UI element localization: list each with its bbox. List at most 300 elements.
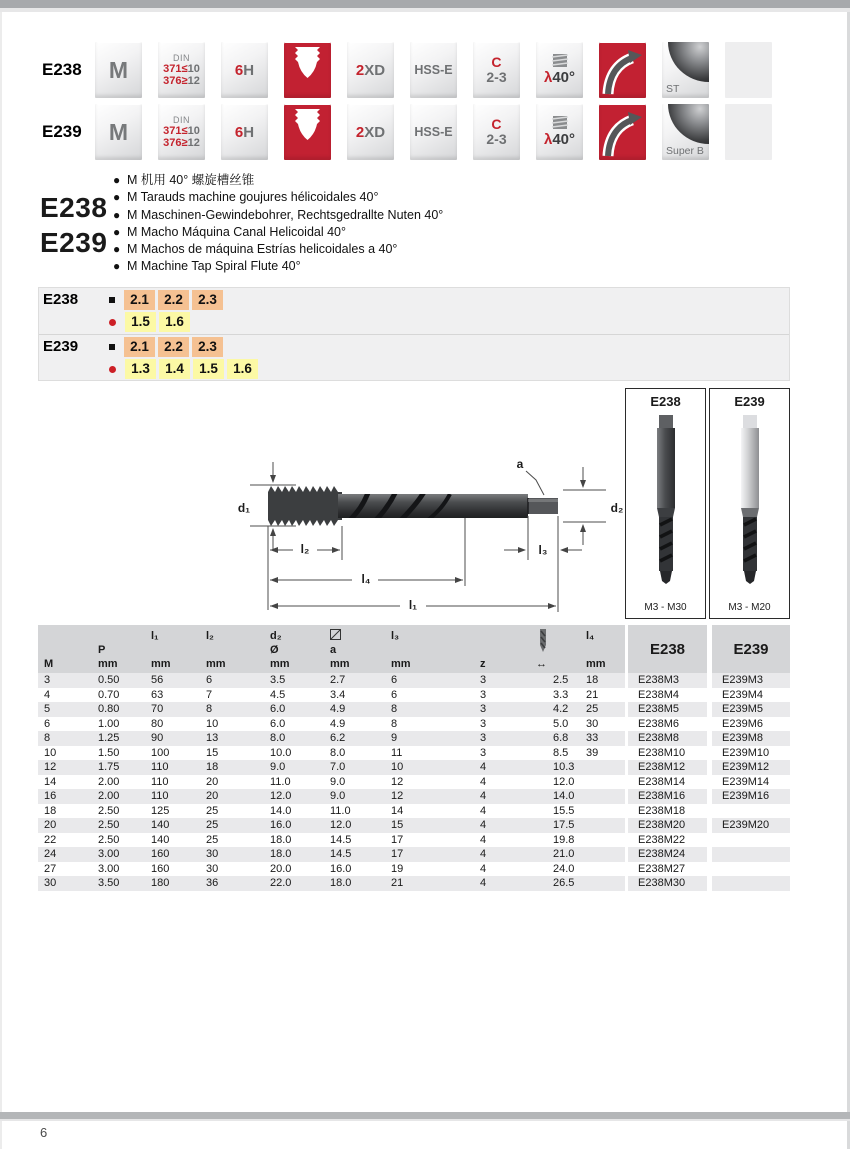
- size-chip: 1.6: [227, 359, 258, 379]
- table-cell: 18.0: [324, 876, 385, 891]
- bullet-icon: ●: [113, 190, 121, 205]
- table-cell: [582, 876, 625, 891]
- table-row: [38, 862, 790, 877]
- table-cell: 160: [145, 862, 200, 877]
- helix-angle-badge: λ40°: [536, 104, 583, 160]
- table-cell: 19.8: [511, 833, 582, 848]
- table-cell: E239M14: [712, 775, 790, 790]
- chamfer-badge: C 2-3: [473, 104, 520, 160]
- col-header-e238: E238: [628, 625, 707, 674]
- size-chip: 1.5: [193, 359, 224, 379]
- table-cell: 2.50: [92, 804, 145, 819]
- table-cell: 14.0: [511, 789, 582, 804]
- table-cell: 21: [582, 688, 625, 703]
- table-cell: 20: [200, 789, 264, 804]
- bullet-icon: ●: [113, 207, 121, 222]
- table-cell: 25: [200, 818, 264, 833]
- size-chip: 2.3: [192, 290, 223, 310]
- table-cell: 8.0: [264, 731, 324, 746]
- table-cell: 0.80: [92, 702, 145, 717]
- size-chip: 1.3: [125, 359, 156, 379]
- table-cell: E238M10: [628, 746, 707, 761]
- table-row: [38, 818, 790, 833]
- table-cell: E238M4: [628, 688, 707, 703]
- table-cell: 140: [145, 818, 200, 833]
- col-header-drill: ↔: [511, 625, 582, 674]
- table-cell: E239M3: [712, 673, 790, 688]
- table-cell: 25: [200, 804, 264, 819]
- size-chip: 2.2: [158, 290, 189, 310]
- table-cell: 10: [385, 760, 440, 775]
- table-cell: 25: [582, 702, 625, 717]
- table-cell: E239M20: [712, 818, 790, 833]
- table-cell: E238M30: [628, 876, 707, 891]
- tap-photo-e238: [644, 413, 688, 585]
- table-cell: 12.0: [511, 775, 582, 790]
- table-cell: [712, 804, 790, 819]
- table-cell: 4.9: [324, 702, 385, 717]
- table-cell: 30: [582, 717, 625, 732]
- table-cell: 30: [38, 876, 92, 891]
- size-chip: 2.2: [158, 337, 189, 357]
- table-cell: 6: [385, 688, 440, 703]
- table-cell: 12: [385, 775, 440, 790]
- table-cell: 15: [200, 746, 264, 761]
- table-cell: 3: [440, 688, 511, 703]
- table-row: [38, 717, 790, 732]
- size-chip: 2.3: [192, 337, 223, 357]
- table-cell: 4: [440, 818, 511, 833]
- page-top-strip: [0, 8, 850, 12]
- table-cell: 33: [582, 731, 625, 746]
- table-cell: 110: [145, 775, 200, 790]
- table-cell: 11.0: [264, 775, 324, 790]
- product-photo-e239: E239 M3 - M20: [709, 388, 790, 619]
- table-cell: E239M6: [712, 717, 790, 732]
- footer-bar: [0, 1112, 850, 1121]
- table-cell: 125: [145, 804, 200, 819]
- table-cell: E239M10: [712, 746, 790, 761]
- thread-depth-badge: 2XD: [347, 42, 394, 98]
- table-cell: 4: [440, 847, 511, 862]
- table-cell: 26.5: [511, 876, 582, 891]
- table-cell: 15: [385, 818, 440, 833]
- badge-strip: [95, 42, 772, 98]
- table-row: [38, 688, 790, 703]
- label-d2: d₂: [610, 501, 624, 515]
- table-cell: 9.0: [324, 775, 385, 790]
- table-cell: [712, 847, 790, 862]
- table-cell: E239M4: [712, 688, 790, 703]
- table-cell: [582, 775, 625, 790]
- table-cell: E238M14: [628, 775, 707, 790]
- col-header-l3: l₃ mm: [385, 625, 440, 674]
- table-cell: 4: [440, 775, 511, 790]
- table-cell: 9.0: [264, 760, 324, 775]
- table-cell: E238M16: [628, 789, 707, 804]
- spec-table-header: [38, 625, 790, 673]
- table-cell: E238M27: [628, 862, 707, 877]
- table-cell: 4: [440, 862, 511, 877]
- table-cell: E239M8: [712, 731, 790, 746]
- table-cell: 16.0: [324, 862, 385, 877]
- col-header-p: P mm: [92, 625, 145, 674]
- table-cell: E238M20: [628, 818, 707, 833]
- thread-type-badge: M: [95, 104, 142, 160]
- page-top-bar: [0, 0, 850, 8]
- size-chip: 2.1: [124, 290, 155, 310]
- surface-badge: Super B: [662, 104, 709, 160]
- table-cell: 8: [385, 702, 440, 717]
- blank-badge: [725, 42, 772, 98]
- table-cell: 20: [38, 818, 92, 833]
- table-cell: 22.0: [264, 876, 324, 891]
- description-item: ● M Machine Tap Spiral Flute 40°: [113, 258, 443, 275]
- product-code-e238: E238: [40, 192, 108, 223]
- table-cell: E239M16: [712, 789, 790, 804]
- surface-sphere-icon: [668, 104, 709, 144]
- table-cell: 3.00: [92, 847, 145, 862]
- table-cell: 18: [582, 673, 625, 688]
- table-cell: 6.2: [324, 731, 385, 746]
- description-item: ● M Maschinen-Gewindebohrer, Rechtsgedrallte Nuten 40°: [113, 207, 443, 224]
- table-cell: 8: [38, 731, 92, 746]
- table-cell: 90: [145, 731, 200, 746]
- table-cell: 2.50: [92, 818, 145, 833]
- tolerance-badge: 6H: [221, 104, 268, 160]
- col-header-a: a mm: [324, 625, 385, 674]
- table-cell: 14: [385, 804, 440, 819]
- table-cell: 12: [385, 789, 440, 804]
- table-row: [38, 804, 790, 819]
- spec-table: [38, 625, 790, 891]
- table-cell: 1.25: [92, 731, 145, 746]
- table-cell: 4: [440, 833, 511, 848]
- table-cell: 7: [200, 688, 264, 703]
- table-cell: 13: [200, 731, 264, 746]
- table-cell: 24.0: [511, 862, 582, 877]
- table-cell: 4.9: [324, 717, 385, 732]
- col-header-m: M: [38, 625, 92, 674]
- table-cell: 160: [145, 847, 200, 862]
- badge-row-e239: [0, 104, 850, 160]
- material-badge: HSS-E: [410, 42, 457, 98]
- table-cell: 16.0: [264, 818, 324, 833]
- table-cell: 8.5: [511, 746, 582, 761]
- spec-table-body: [38, 673, 790, 891]
- description-item: ● M Machos de máquina Estrías helicoidales a 40°: [113, 241, 443, 258]
- table-cell: 110: [145, 789, 200, 804]
- table-cell: 18: [200, 760, 264, 775]
- label-l4: l₄: [361, 572, 371, 586]
- blind-hole-flute-icon: [284, 104, 331, 160]
- table-cell: 16: [38, 789, 92, 804]
- table-cell: E238M6: [628, 717, 707, 732]
- page-number: 6: [40, 1125, 48, 1140]
- table-cell: 14.0: [264, 804, 324, 819]
- din-standard-badge: DIN 371≤10 376≥12: [158, 104, 205, 160]
- table-row: [38, 876, 790, 891]
- table-cell: [582, 760, 625, 775]
- table-cell: 9: [385, 731, 440, 746]
- size-chip: 1.5: [125, 312, 156, 332]
- size-group-e239: E239 2.1 2.2 2.3 1.3 1.4 1.5 1.6: [39, 334, 789, 380]
- table-cell: 24: [38, 847, 92, 862]
- surface-sphere-icon: [668, 42, 709, 82]
- badge-row-code: E239: [42, 122, 82, 141]
- badge-row-code: E238: [42, 60, 82, 79]
- table-row: [38, 789, 790, 804]
- description-item: ● M Tarauds machine goujures hélicoidales 40°: [113, 189, 443, 206]
- table-cell: 10.3: [511, 760, 582, 775]
- table-cell: 9.0: [324, 789, 385, 804]
- table-cell: 3.4: [324, 688, 385, 703]
- table-cell: 3: [440, 731, 511, 746]
- table-cell: 30: [200, 847, 264, 862]
- description-item: ● M Macho Máquina Canal Helicoidal 40°: [113, 224, 443, 241]
- table-cell: 2.00: [92, 775, 145, 790]
- table-cell: 3.50: [92, 876, 145, 891]
- table-cell: 19: [385, 862, 440, 877]
- label-l3: l₃: [538, 543, 548, 557]
- dimension-diagram: [230, 420, 630, 625]
- bullet-icon: ●: [113, 242, 121, 257]
- table-cell: 70: [145, 702, 200, 717]
- table-cell: E238M22: [628, 833, 707, 848]
- product-photo-e238: E238 M3 - M30: [625, 388, 706, 619]
- table-cell: 15.5: [511, 804, 582, 819]
- tap-thread: [268, 486, 342, 526]
- table-cell: 1.50: [92, 746, 145, 761]
- table-cell: [712, 876, 790, 891]
- table-cell: E238M8: [628, 731, 707, 746]
- table-cell: 27: [38, 862, 92, 877]
- table-cell: 4: [440, 789, 511, 804]
- table-cell: [582, 804, 625, 819]
- table-cell: 2.7: [324, 673, 385, 688]
- table-cell: 4: [440, 876, 511, 891]
- table-cell: 5: [38, 702, 92, 717]
- table-cell: 2.5: [511, 673, 582, 688]
- square-drive-icon: [330, 629, 341, 640]
- table-cell: 14: [38, 775, 92, 790]
- table-cell: 14.5: [324, 847, 385, 862]
- thread-icon: [549, 116, 571, 131]
- product-code-e239: E239: [40, 227, 108, 258]
- size-line: [39, 289, 789, 311]
- table-cell: 2.50: [92, 833, 145, 848]
- product-codes: [40, 190, 107, 260]
- table-cell: 22: [38, 833, 92, 848]
- table-cell: 6.0: [264, 702, 324, 717]
- spiral-flute-icon: [599, 104, 646, 160]
- surface-badge: ST: [662, 42, 709, 98]
- blank-badge: [725, 104, 772, 160]
- table-row: [38, 760, 790, 775]
- table-cell: 12.0: [324, 818, 385, 833]
- table-cell: [582, 833, 625, 848]
- table-cell: 20.0: [264, 862, 324, 877]
- label-d1: d₁: [237, 501, 251, 515]
- table-cell: 17: [385, 847, 440, 862]
- table-cell: 56: [145, 673, 200, 688]
- col-header-d2: d₂ Ø mm: [264, 625, 324, 674]
- table-cell: 4: [38, 688, 92, 703]
- table-cell: 140: [145, 833, 200, 848]
- table-cell: 25: [200, 833, 264, 848]
- table-cell: 4.5: [264, 688, 324, 703]
- table-cell: 1.75: [92, 760, 145, 775]
- table-cell: 21: [385, 876, 440, 891]
- table-cell: 180: [145, 876, 200, 891]
- table-cell: [582, 789, 625, 804]
- page-left-edge: [0, 12, 2, 1149]
- blind-hole-flute-icon: [284, 42, 331, 98]
- table-cell: E239M5: [712, 702, 790, 717]
- material-badge: HSS-E: [410, 104, 457, 160]
- table-cell: 4: [440, 760, 511, 775]
- table-cell: 7.0: [324, 760, 385, 775]
- table-cell: 3: [440, 673, 511, 688]
- table-cell: 21.0: [511, 847, 582, 862]
- table-cell: E238M12: [628, 760, 707, 775]
- table-cell: E238M18: [628, 804, 707, 819]
- table-cell: 6.0: [264, 717, 324, 732]
- size-chip: 1.4: [159, 359, 190, 379]
- table-cell: 12: [38, 760, 92, 775]
- table-row: [38, 746, 790, 761]
- table-cell: 36: [200, 876, 264, 891]
- table-row: [38, 775, 790, 790]
- dot-marker-icon: [109, 319, 116, 326]
- size-availability-block: [38, 287, 790, 381]
- table-cell: [712, 862, 790, 877]
- table-cell: 8.0: [324, 746, 385, 761]
- table-cell: 6: [38, 717, 92, 732]
- table-cell: E239M12: [712, 760, 790, 775]
- table-cell: 18.0: [264, 833, 324, 848]
- col-header-z: z: [440, 625, 511, 674]
- tolerance-badge: 6H: [221, 42, 268, 98]
- table-cell: 4: [440, 804, 511, 819]
- size-group-e238: E238 2.1 2.2 2.3 1.5 1.6: [39, 288, 789, 334]
- table-row: [38, 847, 790, 862]
- spiral-flute-icon: [599, 42, 646, 98]
- helix-angle-badge: λ40°: [536, 42, 583, 98]
- table-cell: 10.0: [264, 746, 324, 761]
- col-header-e239: E239: [712, 625, 790, 674]
- table-cell: 3: [440, 746, 511, 761]
- table-cell: 10: [38, 746, 92, 761]
- table-cell: [582, 818, 625, 833]
- dot-marker-icon: [109, 366, 116, 373]
- table-cell: 100: [145, 746, 200, 761]
- size-line: [39, 336, 789, 358]
- table-cell: [712, 833, 790, 848]
- din-standard-badge: DIN 371≤10 376≥12: [158, 42, 205, 98]
- table-cell: 12.0: [264, 789, 324, 804]
- table-cell: 8: [200, 702, 264, 717]
- description-item: ● M 机用 40° 螺旋槽丝锥: [113, 172, 443, 189]
- table-cell: 110: [145, 760, 200, 775]
- badge-strip: [95, 104, 772, 160]
- table-cell: E238M3: [628, 673, 707, 688]
- label-l1: l₁: [408, 598, 418, 612]
- badge-row-e238: [0, 42, 850, 98]
- table-cell: 3: [38, 673, 92, 688]
- size-chip: 2.1: [124, 337, 155, 357]
- col-header-l2: l₂ mm: [200, 625, 264, 674]
- table-cell: 18: [38, 804, 92, 819]
- label-a: a: [516, 457, 524, 471]
- size-chip: 1.6: [159, 312, 190, 332]
- table-cell: 17.5: [511, 818, 582, 833]
- table-cell: 63: [145, 688, 200, 703]
- table-row: [38, 673, 790, 688]
- table-cell: 8: [385, 717, 440, 732]
- chamfer-badge: C 2-3: [473, 42, 520, 98]
- table-cell: 3: [440, 717, 511, 732]
- label-l2: l₂: [300, 542, 310, 556]
- table-cell: 3.5: [264, 673, 324, 688]
- square-marker-icon: [109, 297, 115, 303]
- table-cell: 4.2: [511, 702, 582, 717]
- table-cell: 1.00: [92, 717, 145, 732]
- table-cell: E238M24: [628, 847, 707, 862]
- bullet-icon: ●: [113, 173, 121, 187]
- table-cell: E238M5: [628, 702, 707, 717]
- table-cell: 0.50: [92, 673, 145, 688]
- table-cell: 20: [200, 775, 264, 790]
- table-cell: 6: [385, 673, 440, 688]
- size-line: [39, 311, 789, 333]
- table-row: [38, 833, 790, 848]
- size-line: [39, 358, 789, 380]
- table-cell: 3.00: [92, 862, 145, 877]
- table-cell: 0.70: [92, 688, 145, 703]
- table-row: [38, 702, 790, 717]
- col-header-l1: l₁ mm: [145, 625, 200, 674]
- thread-icon: [549, 54, 571, 69]
- thread-depth-badge: 2XD: [347, 104, 394, 160]
- table-cell: 30: [200, 862, 264, 877]
- table-cell: 39: [582, 746, 625, 761]
- table-cell: [582, 847, 625, 862]
- bullet-icon: ●: [113, 259, 121, 274]
- col-header-l4: l₄ mm: [582, 625, 625, 674]
- table-cell: 11.0: [324, 804, 385, 819]
- table-cell: [582, 862, 625, 877]
- bullet-icon: ●: [113, 224, 121, 239]
- table-cell: 6: [200, 673, 264, 688]
- table-cell: 3.3: [511, 688, 582, 703]
- table-cell: 18.0: [264, 847, 324, 862]
- table-cell: 11: [385, 746, 440, 761]
- table-cell: 5.0: [511, 717, 582, 732]
- table-cell: 17: [385, 833, 440, 848]
- table-cell: 2.00: [92, 789, 145, 804]
- table-cell: 80: [145, 717, 200, 732]
- table-cell: 3: [440, 702, 511, 717]
- thread-type-badge: M: [95, 42, 142, 98]
- description-list: [113, 172, 443, 276]
- table-row: [38, 731, 790, 746]
- square-marker-icon: [109, 344, 115, 350]
- table-cell: 10: [200, 717, 264, 732]
- table-cell: 14.5: [324, 833, 385, 848]
- table-cell: 6.8: [511, 731, 582, 746]
- tap-photo-e239: [728, 413, 772, 585]
